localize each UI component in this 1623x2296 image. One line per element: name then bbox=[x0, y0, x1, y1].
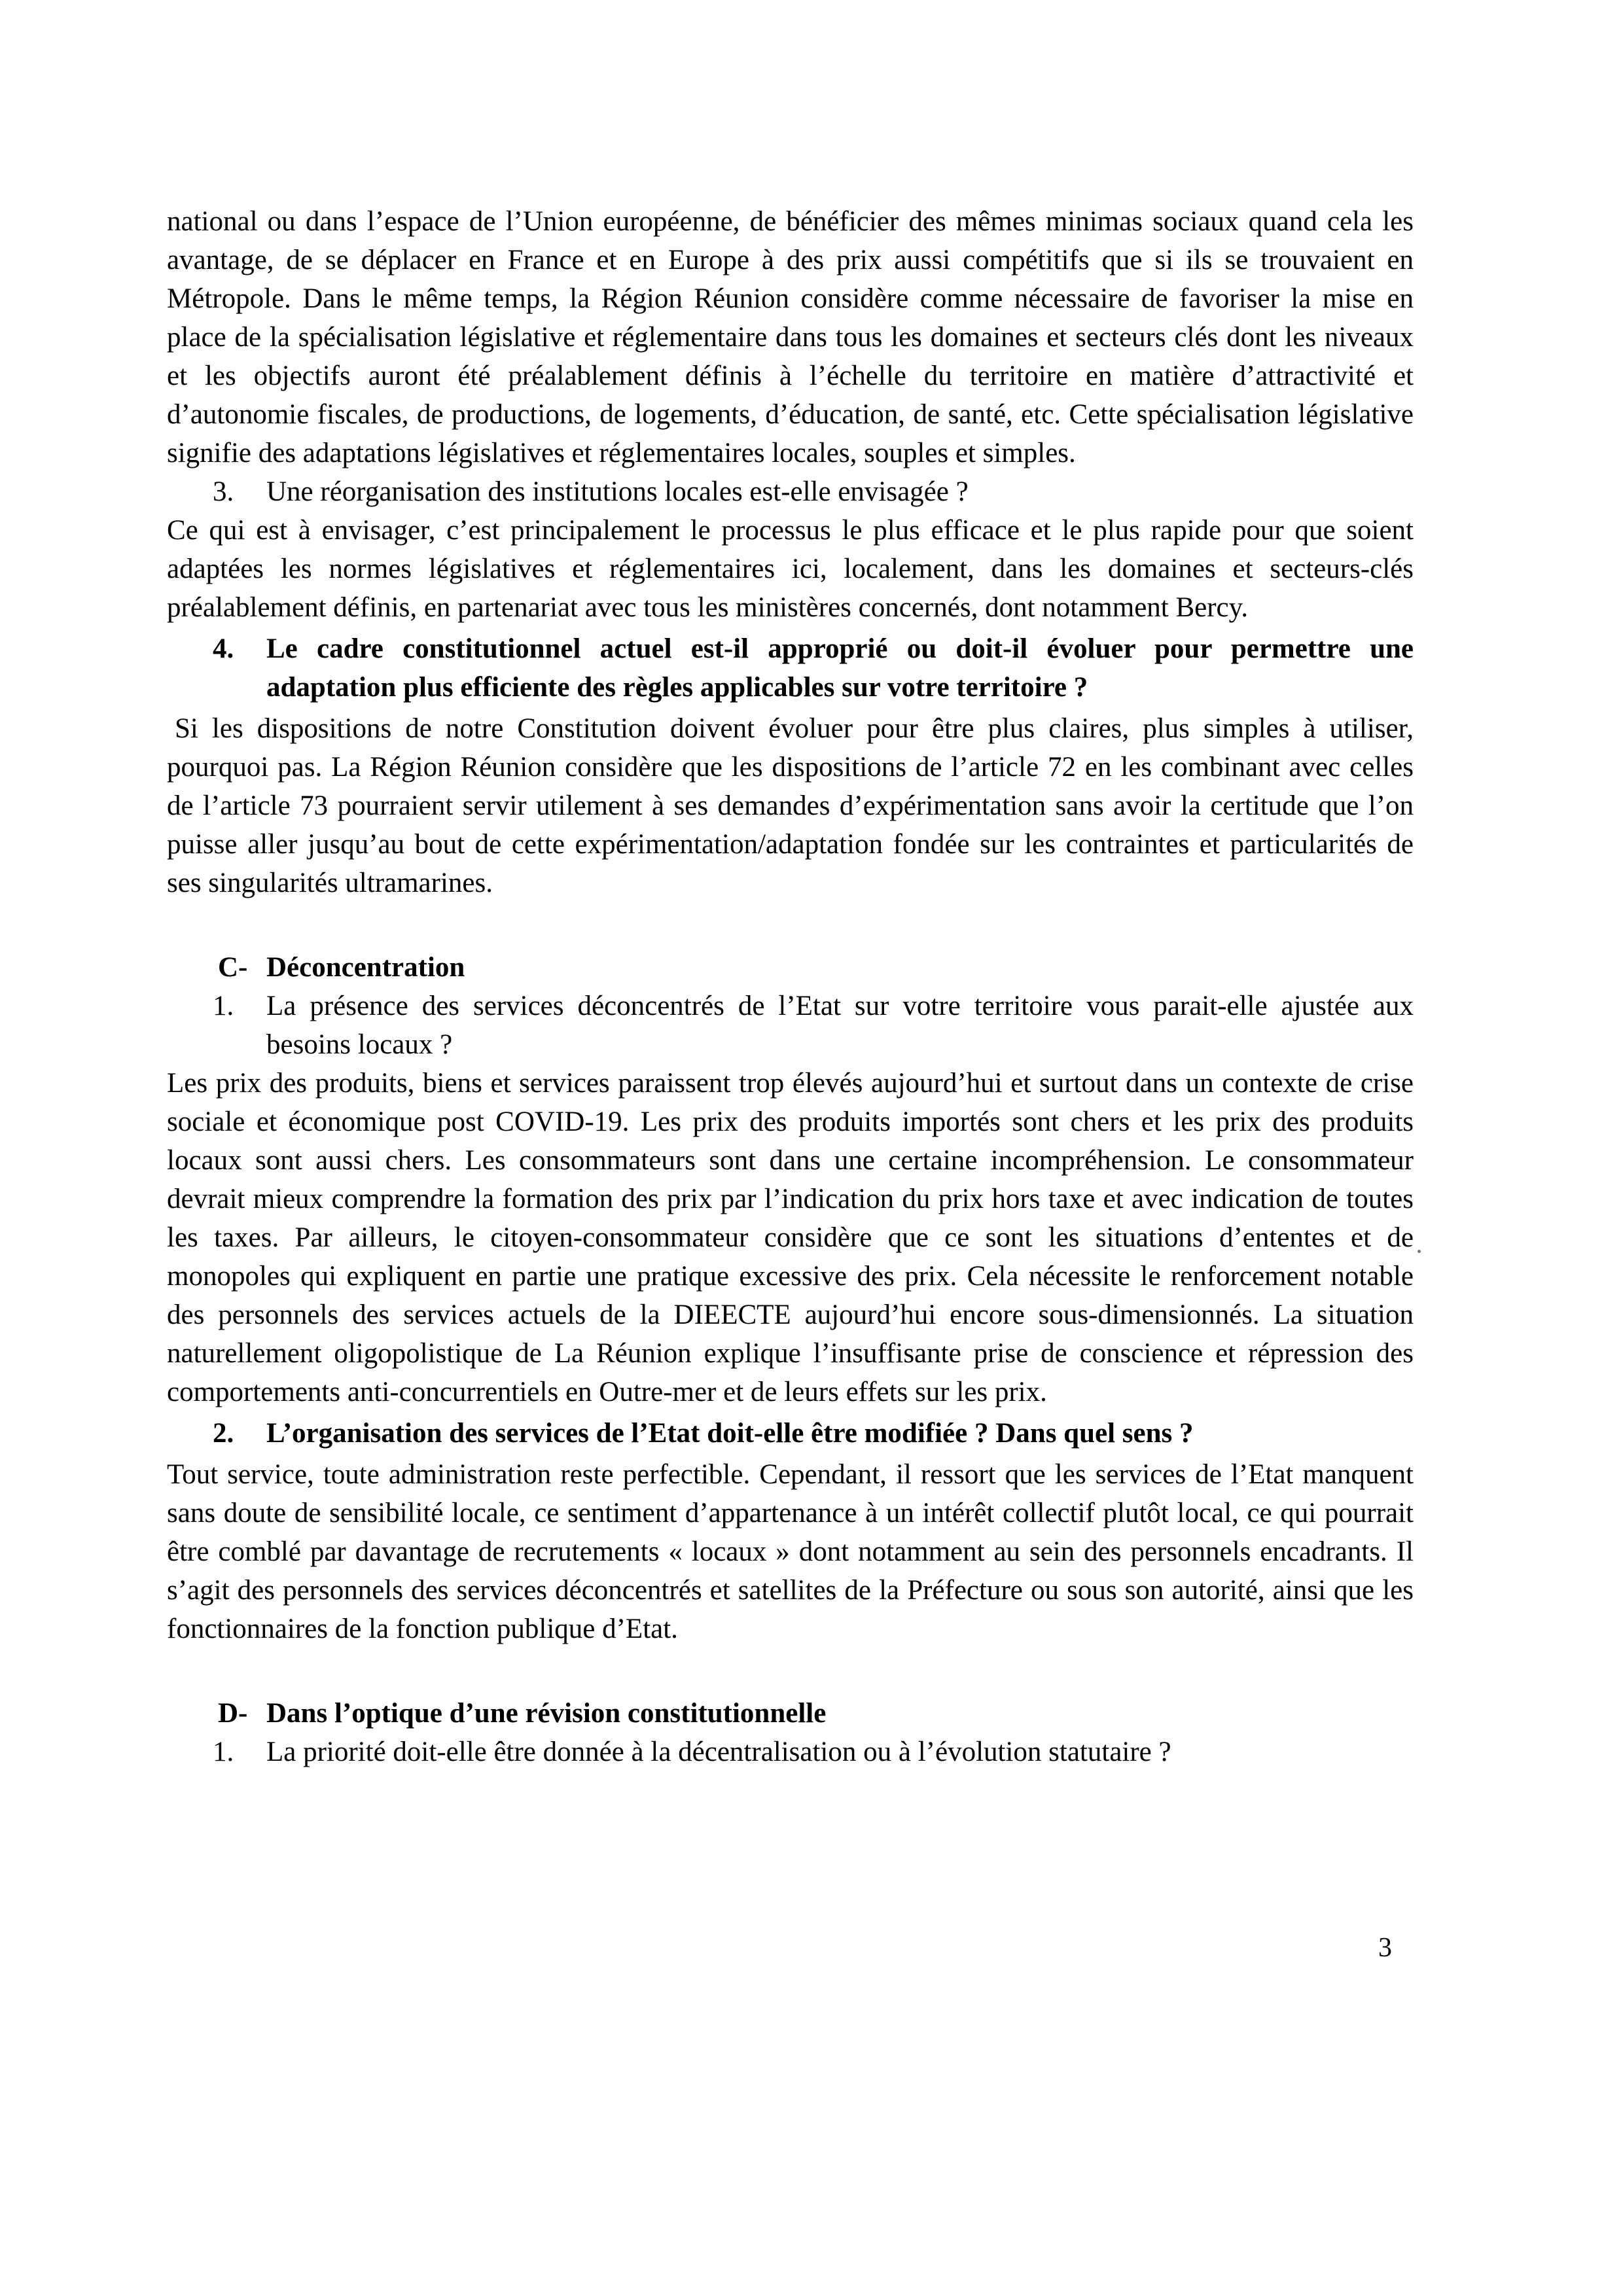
question-c2-item bbox=[167, 1414, 1414, 1453]
question-3-item bbox=[167, 472, 1414, 511]
question-d1-item bbox=[167, 1733, 1414, 1771]
section-d-title: Dans l’optique d’une révision constitutionnelle bbox=[266, 1698, 827, 1729]
paragraph-prix: Les prix des produits, biens et services paraissent trop élevés aujourd’hui et surtout dans un contexte de crise sociale et économique post COVID-19. Les prix des produits importés sont chers et les prix des produits locaux sont aussi chers. Les consommateurs sont dans une certaine incompréhension. Le consommateur devrait mieux comprendre la formation des prix par l’indication du prix hors taxe et avec indication de toutes les taxes. Par ailleurs, le citoyen-consommateur considère que ce sont les situations d’ententes et de monopoles qui expliquent en partie une pratique excessive des prix. Cela nécessite le renforcement notable des personnels des services actuels de la DIEECTE aujourd’hui encore sous-dimensionnés. La situation naturellement oligopolistique de La Réunion explique l’insuffisante prise de conscience et répression des comportements anti-concurrentiels en Outre-mer et de leurs effets sur les prix. bbox=[167, 1068, 1414, 1407]
question-d1-number: 1. bbox=[213, 1737, 234, 1767]
question-c2-text: L’organisation des services de l’Etat doit-elle être modifiée ? Dans quel sens ? bbox=[266, 1418, 1194, 1449]
section-c-title: Déconcentration bbox=[266, 952, 465, 983]
question-3-number: 3. bbox=[213, 476, 234, 507]
question-c1-text: La présence des services déconcentrés de l’Etat sur votre territoire vous parait-elle ajustée aux besoins locaux ? bbox=[266, 991, 1414, 1060]
section-c-heading bbox=[167, 948, 1414, 987]
section-d-letter: D- bbox=[218, 1698, 248, 1729]
scan-speck bbox=[1418, 1250, 1421, 1253]
question-c1-number: 1. bbox=[213, 991, 234, 1021]
paragraph-continuation: national ou dans l’espace de l’Union européenne, de bénéficier des mêmes minimas sociaux quand cela les avantage, de se déplacer en France et en Europe à des prix aussi compétitifs que si ils se trouvaient en Métropole. Dans le même temps, la Région Réunion considère comme nécessaire de favoriser la mise en place de la spécialisation législative et réglementaire dans tous les domaines et secteurs clés dont les niveaux et les objectifs auront été préalablement définis à l’échelle du territoire en matière d’attractivité et d’autonomie fiscales, de productions, de logements, d’éducation, de santé, etc. Cette spécialisation législative signifie des adaptations législatives et réglementaires locales, souples et simples. bbox=[167, 206, 1414, 468]
page-number: 3 bbox=[1378, 1933, 1392, 1963]
question-c2-number: 2. bbox=[213, 1418, 234, 1449]
paragraph-envisager: Ce qui est à envisager, c’est principalement le processus le plus efficace et le plus rapide pour que soient adaptées les normes législatives et réglementaires ici, localement, dans les domaines et secteurs-clés préalablement définis, en partenariat avec tous les ministères concernés, dont notamment Bercy. bbox=[167, 515, 1414, 623]
section-d-heading bbox=[167, 1694, 1414, 1733]
question-4-item bbox=[167, 629, 1414, 707]
paragraph-services: Tout service, toute administration reste perfectible. Cependant, il ressort que les services de l’Etat manquent sans doute de sensibilité locale, ce sentiment d’appartenance à un intérêt collectif plutôt local, ce qui pourrait être comblé par davantage de recrutements « locaux » dont notamment au sein des personnels encadrants. Il s’agit des personnels des services déconcentrés et satellites de la Préfecture ou sous son autorité, ainsi que les fonctionnaires de la fonction publique d’Etat. bbox=[167, 1459, 1414, 1644]
question-c1-item bbox=[167, 987, 1414, 1064]
page-content bbox=[167, 202, 1414, 1771]
question-3-text: Une réorganisation des institutions locales est-elle envisagée ? bbox=[266, 476, 969, 507]
question-4-text: Le cadre constitutionnel actuel est-il approprié ou doit-il évoluer pour permettre une adaptation plus efficiente des règles applicables sur votre territoire ? bbox=[266, 633, 1414, 703]
paragraph-constitution: Si les dispositions de notre Constitution doivent évoluer pour être plus claires, plus simples à utiliser, pourquoi pas. La Région Réunion considère que les dispositions de l’article 72 en les combinant avec celles de l’article 73 pourraient servir utilement à ses demandes d’expérimentation sans avoir la certitude que l’on puisse aller jusqu’au bout de cette expérimentation/adaptation fondée sur les contraintes et particularités de ses singularités ultramarines. bbox=[167, 713, 1414, 898]
question-4-number: 4. bbox=[213, 633, 234, 664]
section-c-letter: C- bbox=[218, 952, 248, 983]
question-d1-text: La priorité doit-elle être donnée à la décentralisation ou à l’évolution statutaire ? bbox=[266, 1737, 1171, 1767]
